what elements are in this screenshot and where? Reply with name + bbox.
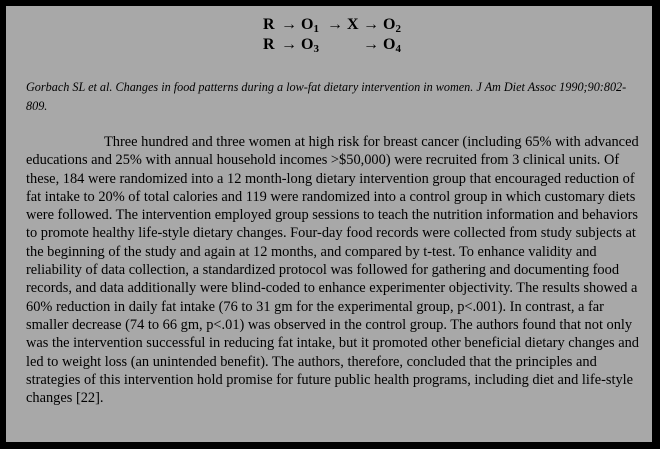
design-row-control — [6, 36, 652, 56]
observation-label: O — [301, 36, 314, 53]
observation-label: O — [301, 16, 314, 33]
study-design-notation — [6, 16, 652, 56]
observation-label: O — [383, 36, 396, 53]
arrow-icon: → — [363, 16, 379, 33]
study-citation: Gorbach SL et al. Changes in food patterns during a low-fat dietary intervention in women. J Am Diet Assoc 1990;90:802-809. — [26, 80, 627, 113]
study-summary: Three hundred and three women at high risk for breast cancer (including 65% with advanced educations and 25% with annual household incomes >$50,000) were recruited from 3 clinical units. Of these, 184 were randomized into a 12 month-long dietary intervention group that encouraged reduction of fat intake to 20% of total calories and 119 were randomized into a control group in which customary diets were followed. The intervention employed group sessions to teach the nutrition information and behaviors to promote healthy life-style dietary changes. Four-day food records were collected from study subjects at the beginning of the study and again at 12 months, and compared by t-test. To enhance validity and reliability of data collection, a standardized protocol was followed for gathering and documenting food records, and data additionally were blind-coded to enhance experimenter objectivity. The results showed a 60% reduction in daily fat intake (76 to 31 gm for the experimental group, p<.001). In contrast, a far smaller decrease (74 to 66 gm, p<.01) was observed in the control group. The authors found that not only was the intervention successful in reducing fat intake, but it promoted other beneficial dietary changes and led to weight loss (an unintended benefit). The authors, therefore, concluded that the principles and strategies of this intervention hold promise for future public health programs, including diet and life-style changes [22]. — [26, 134, 639, 407]
observation-subscript: 4 — [395, 43, 401, 55]
arrow-icon: → — [363, 36, 379, 53]
observation-o4 — [383, 36, 401, 55]
treatment-symbol: X — [347, 16, 359, 33]
arrow-icon: → — [327, 16, 343, 33]
content-panel — [5, 5, 653, 443]
randomization-symbol: R — [263, 16, 275, 33]
arrow-icon: → — [281, 36, 297, 53]
observation-o1 — [301, 16, 319, 35]
randomization-symbol: R — [263, 36, 275, 53]
arrow-icon: → — [281, 16, 297, 33]
observation-o2 — [383, 16, 401, 35]
observation-subscript: 2 — [395, 23, 401, 35]
observation-o3 — [301, 36, 319, 55]
design-row-experimental — [6, 16, 652, 36]
observation-label: O — [383, 16, 396, 33]
observation-subscript: 1 — [313, 23, 319, 35]
observation-subscript: 3 — [313, 43, 319, 55]
